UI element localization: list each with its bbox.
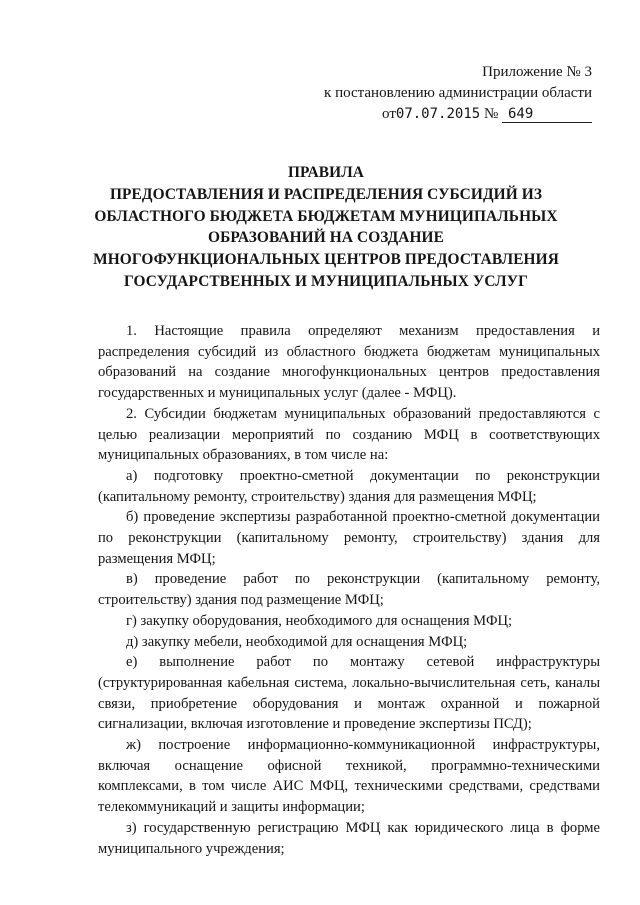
paragraph-2f: е) выполнение работ по монтажу сетевой инфраструктуры (структурированная кабельная система, локально-вычислительная сеть, каналы связи, приобретение оборудования и монтаж охранной и пожарной сигнализации, включая изготовление и проведение экспертизы ПСД);: [98, 654, 600, 733]
paragraph-1: 1. Настоящие правила определяют механизм предоставления и распределения субсидий из областного бюджета бюджетам муниципальных образований на создание многофункциональных центров предоставления государственных и муниципальных услуг (далее - МФЦ).: [98, 323, 600, 402]
title-line: ПРЕДОСТАВЛЕНИЯ И РАСПРЕДЕЛЕНИЯ СУБСИДИЙ ИЗ: [109, 185, 543, 203]
paragraph-2a: а) подготовку проектно-сметной документации по реконструкции (капитальному ремонту, строительству) здания для размещения МФЦ;: [98, 467, 600, 505]
title-line: ГОСУДАРСТВЕННЫХ И МУНИЦИПАЛЬНЫХ УСЛУГ: [123, 272, 529, 290]
annex-title: Приложение № 3: [482, 64, 592, 80]
annex-number: 649: [502, 106, 592, 123]
paragraph-2g: ж) построение информационно-коммуникационной инфраструктуры, включая оснащение офисной техникой, программно-техническими комплексами, в том числе АИС МФЦ, техническими средствами, средствами телекоммуникаций и защиты информации;: [98, 737, 600, 816]
paragraph-2: 2. Субсидии бюджетам муниципальных образований предоставляются с целью реализации мероприятий по созданию МФЦ в соответствующих муниципальных образованиях, в том числе на:: [98, 405, 600, 464]
title-line: ОБЛАСТНОГО БЮДЖЕТА БЮДЖЕТАМ МУНИЦИПАЛЬНЫХ: [94, 207, 558, 225]
title-line: МНОГОФУНКЦИОНАЛЬНЫХ ЦЕНТРОВ ПРЕДОСТАВЛЕНИЯ: [93, 251, 559, 269]
document-title: [76, 162, 576, 293]
date-prefix: от: [382, 106, 396, 122]
number-prefix: №: [483, 106, 499, 122]
title-line: ОБРАЗОВАНИЙ НА СОЗДАНИЕ: [208, 229, 444, 247]
paragraph-2e: д) закупку мебели, необходимой для оснащения МФЦ;: [126, 633, 468, 650]
paragraph-2d: г) закупку оборудования, необходимого для оснащения МФЦ;: [126, 612, 513, 629]
document-body: [98, 321, 600, 859]
annex-date: 07.07.2015: [395, 106, 481, 122]
annex-date-number: [292, 104, 592, 125]
title-line: ПРАВИЛА: [287, 164, 365, 181]
annex-header: [292, 62, 592, 125]
annex-subtitle: к постановлению администрации области: [324, 85, 592, 101]
paragraph-2b: б) проведение экспертизы разработанной проектно-сметной документации по реконструкции (капитальному ремонту, строительству) здания для размещения МФЦ;: [98, 509, 600, 567]
paragraph-2c: в) проведение работ по реконструкции (капитальному ремонту, строительству) здания под размещение МФЦ;: [98, 571, 600, 609]
paragraph-2h: з) государственную регистрацию МФЦ как юридического лица в форме муниципального учреждения;: [98, 819, 600, 857]
